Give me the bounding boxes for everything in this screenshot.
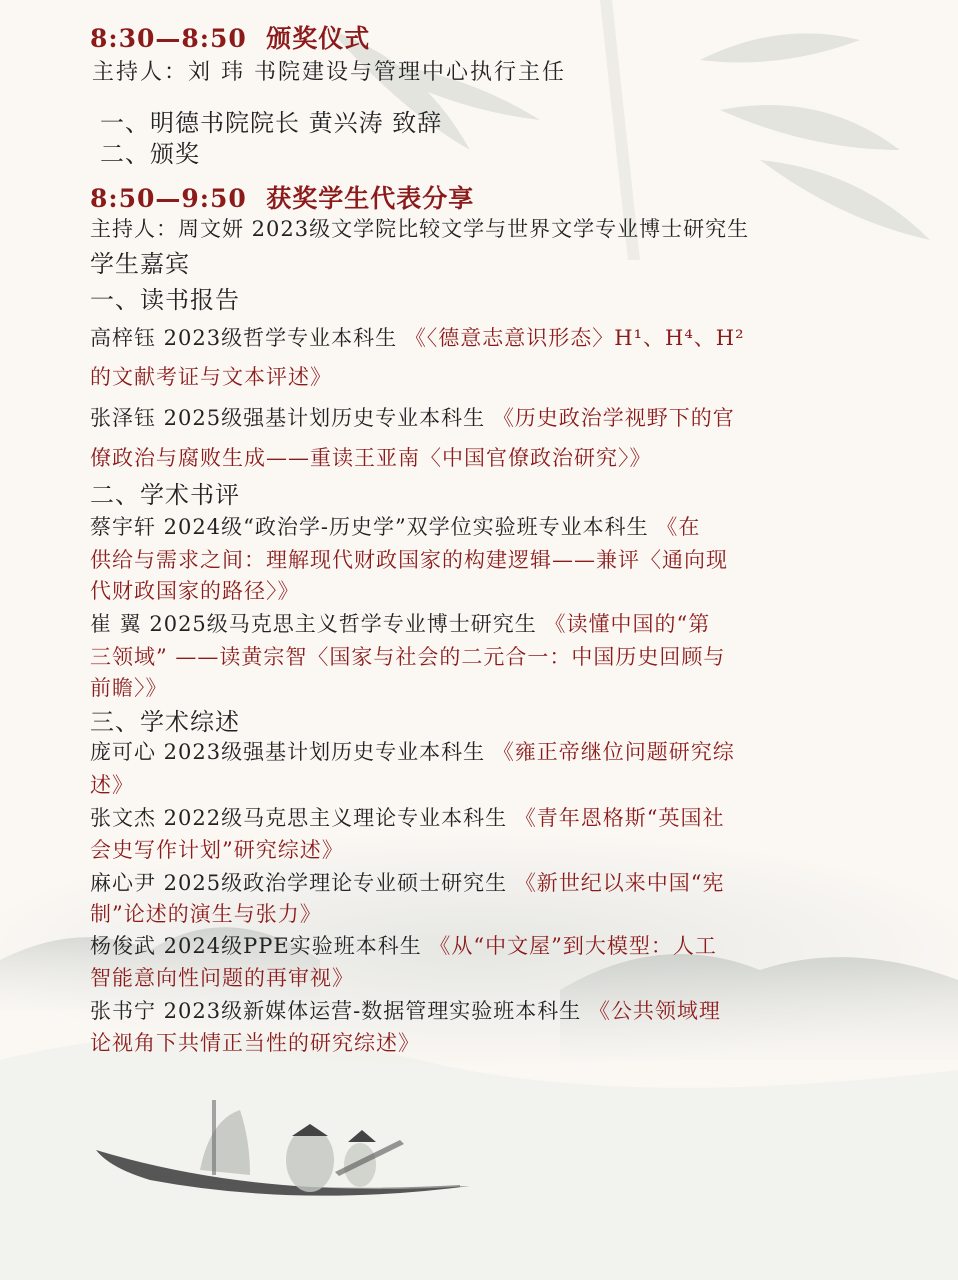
entry-speaker: 张文杰 2022级马克思主义理论专业本科生 (90, 806, 508, 830)
entry-title-continued: 述》 (90, 773, 134, 797)
ceremony-item-award: 二、颁奖 (100, 140, 200, 168)
entry-title-continued: 的文献考证与文本评述》 (90, 365, 332, 389)
entry-line (90, 742, 735, 763)
entry-line (90, 936, 717, 957)
entry-title-continued: 僚政治与腐败生成——重读王亚南〈中国官僚政治研究〉》 (90, 446, 652, 470)
section-heading-sharing (90, 186, 474, 211)
category-reading-report: 一、读书报告 (90, 286, 240, 314)
entry-title: 《从“中文屋”到大模型：人工 (429, 934, 717, 958)
entry-title: 《历史政治学视野下的官 (492, 406, 735, 430)
entry-speaker: 崔 翼 2025级马克思主义哲学专业博士研究生 (90, 612, 537, 636)
guests-label: 学生嘉宾 (90, 250, 190, 278)
entry-line (90, 873, 725, 894)
entry-title-continued: 三领域” ——读黄宗智〈国家与社会的二元合一：中国历史回顾与 (90, 645, 726, 669)
ceremony-host: 主持人：刘 玮 书院建设与管理中心执行主任 (92, 60, 566, 85)
section-heading-ceremony (90, 26, 370, 51)
sharing-host: 主持人：周文妍 2023级文学院比较文学与世界文学专业博士研究生 (90, 217, 750, 241)
ceremony-heading: 颁奖仪式 (266, 24, 371, 53)
sharing-heading: 获奖学生代表分享 (266, 184, 475, 213)
entry-title-continued: 制”论述的演生与张力》 (90, 902, 322, 926)
entry-title-continued: 会史写作计划”研究综述》 (90, 838, 344, 862)
category-academic-review: 三、学术综述 (90, 708, 240, 736)
entry-line (90, 614, 710, 635)
entry-line (90, 808, 725, 829)
entry-speaker: 庞可心 2023级强基计划历史专业本科生 (90, 740, 486, 764)
entry-title: 《雍正帝继位问题研究综 (492, 740, 735, 764)
entry-line (90, 408, 735, 429)
entry-title-continued: 供给与需求之间：理解现代财政国家的构建逻辑——兼评〈通向现 (90, 548, 728, 572)
ceremony-item-speech: 一、明德书院院长 黄兴涛 致辞 (100, 109, 443, 137)
entry-title-continued: 前瞻〉》 (90, 676, 168, 700)
entry-line (90, 328, 745, 349)
entry-line (90, 517, 700, 538)
entry-title: 《公共领域理 (588, 999, 721, 1023)
entry-title-continued: 智能意向性问题的再审视》 (90, 966, 354, 990)
entry-title: 《青年恩格斯“英国社 (514, 806, 725, 830)
sharing-time: 8:50—9:50 (90, 184, 247, 213)
ceremony-time: 8:30—8:50 (90, 24, 247, 53)
entry-title: 《在 (656, 515, 701, 539)
entry-title: 《〈德意志意识形态〉H¹、H⁴、H² (404, 326, 745, 350)
entry-title-continued: 代财政国家的路径〉》 (90, 579, 300, 603)
entry-line (90, 1001, 721, 1022)
entry-title-continued: 论视角下共情正当性的研究综述》 (90, 1031, 420, 1055)
entry-title: 《读懂中国的“第 (544, 612, 711, 636)
entry-speaker: 杨俊武 2024级PPE实验班本科生 (90, 934, 422, 958)
entry-speaker: 张书宁 2023级新媒体运营-数据管理实验班本科生 (90, 999, 582, 1023)
entry-speaker: 麻心尹 2025级政治学理论专业硕士研究生 (90, 871, 508, 895)
entry-speaker: 高梓钰 2023级哲学专业本科生 (90, 326, 398, 350)
entry-speaker: 张泽钰 2025级强基计划历史专业本科生 (90, 406, 486, 430)
entry-speaker: 蔡宇轩 2024级“政治学-历史学”双学位实验班专业本科生 (90, 515, 649, 539)
category-book-review: 二、学术书评 (90, 481, 240, 509)
entry-title: 《新世纪以来中国“宪 (514, 871, 725, 895)
